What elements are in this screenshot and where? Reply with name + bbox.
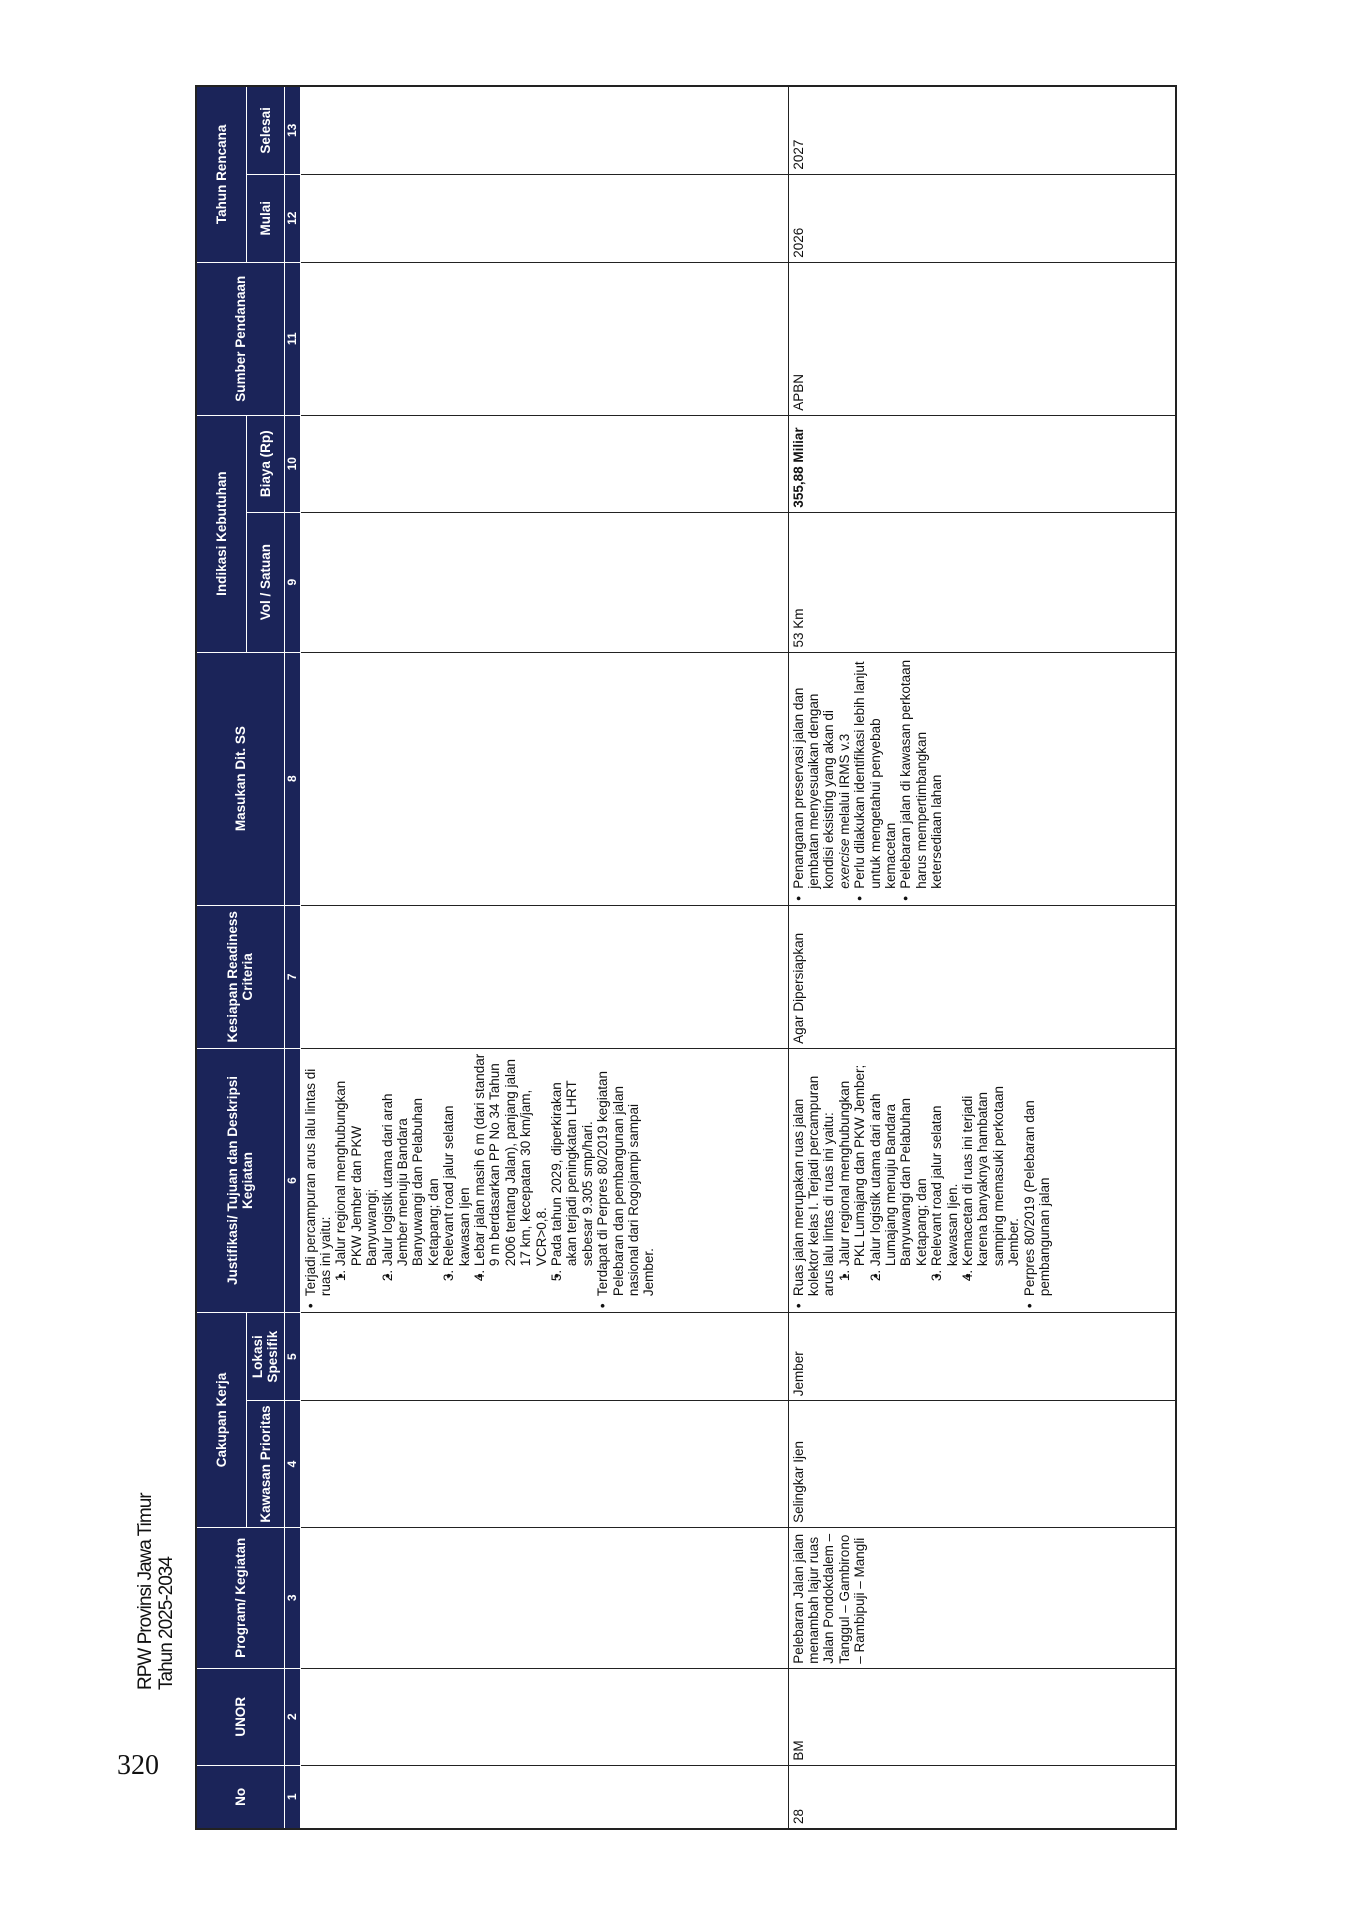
table-row [300, 86, 788, 1829]
row-program: Pelebaran Jalan jalan menambah lajur ruas Jalan Pondokdalem – Tanggul – Gambirono – Rambipuji – Mangli [788, 1527, 1176, 1668]
col-unor: UNOR [196, 1668, 284, 1765]
col-lokasi: Lokasi Spesifik [246, 1313, 284, 1401]
col-number: 8 [284, 652, 300, 905]
col-number: 7 [284, 905, 300, 1048]
running-header [135, 1475, 177, 1690]
row-mulai: 2026 [788, 174, 1176, 262]
row-no: 28 [788, 1765, 1176, 1829]
col-no: No [196, 1765, 284, 1829]
col-justifikasi: Justifikasi/ Tujuan dan Deskripsi Kegiatan [196, 1048, 284, 1312]
col-number: 2 [284, 1668, 300, 1765]
table-row [788, 86, 1176, 1829]
row-biaya: 355,88 Miliar [788, 415, 1176, 512]
header-title: RPW Provinsi Jawa Timur [135, 1493, 156, 1690]
col-program: Program/ Kegiatan [196, 1527, 284, 1668]
row-kawasan: Selingkar Ijen [788, 1401, 1176, 1528]
header-years: Tahun 2025-2034 [156, 1557, 177, 1690]
col-selesai: Selesai [246, 86, 284, 174]
row-unor: BM [788, 1668, 1176, 1765]
row-sumber: APBN [788, 262, 1176, 415]
col-number: 10 [284, 415, 300, 512]
col-number: 4 [284, 1401, 300, 1528]
col-biaya: Biaya (Rp) [246, 415, 284, 512]
col-number: 13 [284, 86, 300, 174]
col-masukan: Masukan Dit. SS [196, 652, 284, 905]
row-kesiapan: Agar Dipersiapkan [788, 905, 1176, 1048]
col-kawasan: Kawasan Prioritas [246, 1401, 284, 1528]
col-number: 3 [284, 1527, 300, 1668]
rotated-table-wrapper [195, 85, 1177, 1830]
program-table [195, 85, 1177, 1830]
row-vol: 53 Km [788, 512, 1176, 652]
justifikasi-cell: • Ruas jalan merupakan ruas jalan kolektor kelas I. Terjadi percampuran arus lalu lintas di ruas ini yaitu: • 1. Jalur regional menghubungkan PKL Lumajang dan PKW Jember; • 2. Jalur logistik utama dari arah Lumajang menuju Bandara Banyuwangi dan Pelabuhan Ketapang; dan • 3. Relevant road jalur selatan kawasan Ijen. • 4. Kemacetan di ruas ini terjadi karena banyaknya hambatan samping memasuki perkotaan Jember. • Perpres 80/2019 (Pelebaran dan pembangunan jalan [788, 1048, 1176, 1312]
col-kesiapan: Kesiapan Readiness Criteria [196, 905, 284, 1048]
col-indikasi: Indikasi Kebutuhan [196, 415, 246, 652]
col-mulai: Mulai [246, 174, 284, 262]
col-number: 6 [284, 1048, 300, 1312]
row-selesai: 2027 [788, 86, 1176, 174]
col-number: 9 [284, 512, 300, 652]
col-number: 12 [284, 174, 300, 262]
col-number: 11 [284, 262, 300, 415]
col-number: 5 [284, 1313, 300, 1401]
row-lokasi: Jember [788, 1313, 1176, 1401]
page-number: 320 [117, 1750, 159, 1781]
col-number: 1 [284, 1765, 300, 1829]
col-vol: Vol / Satuan [246, 512, 284, 652]
col-sumber: Sumber Pendanaan [196, 262, 284, 415]
masukan-cell: • Penanganan preservasi jalan dan jembatan menyesuaikan dengan kondisi eksisting yang akan di exercise melalui IRMS v.3 • Perlu dilakukan identifikasi lebih lanjut untuk mengetahui penyebab kemacetan • Pelebaran jalan di kawasan perkotaan harus mempertimbangkan ketersediaan lahan [788, 652, 1176, 905]
col-cakupan: Cakupan Kerja [196, 1313, 246, 1528]
col-tahun: Tahun Rencana [196, 86, 246, 262]
justifikasi-cell: • Terjadi percampuran arus lalu lintas di ruas ini yaitu: • 1. Jalur regional menghubungkan PKW Jember dan PKW Banyuwangi; • 2. Jalur logistik utama dari arah Jember menuju Bandara Banyuwangi dan Pelabuhan Ketapang; dan • 3. Relevant road jalur selatan kawasan Ijen • 4. Lebar jalan masih 6 m (dari standar 9 m berdasarkan PP No 34 Tahun 2006 tentang Jalan), panjang jalan 17 km, kecepatan 30 km/jam, VCR>0,8. • 5. Pada tahun 2029, diperkirakan akan terjadi peningkatan LHRT sebesar 9.305 smp/hari. • Terdapat di Perpres 80/2019 kegiatan Pelebaran dan pembangunan jalan nasional dari Rogojampi sampai Jember. [300, 1048, 788, 1312]
